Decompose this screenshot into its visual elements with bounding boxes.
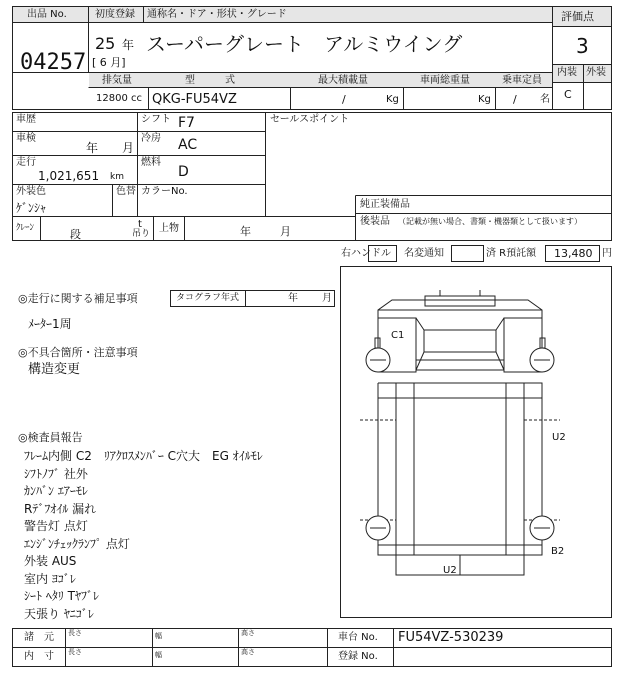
- shift-label: シフト: [141, 114, 171, 125]
- name-change-notice: 名変通知: [404, 248, 444, 259]
- carrier-month: 月: [280, 225, 291, 238]
- mark-u2-bottom: U2: [443, 565, 457, 576]
- inspector-line: 室内 ﾖｺﾞﾚ: [24, 571, 76, 586]
- year-unit: 年: [122, 38, 135, 52]
- gross-weight-kg: Kg: [478, 94, 491, 105]
- inspector-line: ｴﾝｼﾞﾝﾁｪｯｸﾗﾝﾌﾟ 点灯: [24, 536, 130, 551]
- crane-stage: 段: [70, 228, 81, 241]
- exterior-label: 外装: [586, 67, 606, 78]
- inner-height-label: 高さ: [241, 648, 255, 656]
- color-no-label: 色替: [116, 186, 136, 197]
- type-label: 型 式: [185, 75, 235, 86]
- defects-title: ◎不具合箇所・注意事項: [18, 346, 138, 359]
- max-load-label: 最大積載量: [318, 75, 368, 86]
- inspector-line: ｼｰﾄ ﾍﾀﾘ Tﾔﾌﾞﾚ: [24, 589, 99, 603]
- mileage-value: 1,021,651: [38, 169, 100, 183]
- tacho-month: 月: [322, 293, 332, 304]
- dims-length-label: 長さ: [68, 629, 82, 637]
- color-code-label: カラーNo.: [141, 186, 188, 197]
- tacho-year: 年: [288, 293, 298, 304]
- dims-label: 諸 元: [24, 632, 54, 643]
- tacho-label: タコグラフ年式: [176, 293, 240, 303]
- displacement-label: 排気量: [102, 75, 132, 86]
- driving-notes-title: ◎走行に関する補足事項: [18, 292, 138, 305]
- fuel-value: D: [178, 164, 189, 180]
- max-load-slash: /: [342, 93, 346, 106]
- first-reg-month: [ 6 月]: [92, 56, 126, 69]
- ext-color-value: ｹﾞﾝｼｬ: [16, 201, 47, 215]
- carrier-label: 上物: [159, 223, 179, 234]
- chassis-label: 車台 No.: [338, 632, 378, 643]
- aftermarket-label: 後装品: [360, 216, 390, 227]
- carrier-year: 年: [240, 225, 251, 238]
- crane-hoist: 吊り: [132, 229, 151, 239]
- inspector-line: 天張り ﾔﾆｺﾞﾚ: [24, 606, 94, 621]
- std-equipment-label: 純正装備品: [360, 199, 410, 210]
- inspector-line: ﾌﾚｰﾑ内側 C2 ﾘｱｸﾛｽﾒﾝﾊﾞｰ C穴大 EG ｵｲﾙﾓﾚ: [24, 449, 263, 463]
- mark-b2: B2: [551, 546, 565, 557]
- model-name: スーパーグレート アルミウイング: [146, 32, 463, 56]
- inspector-line: ｼﾌﾄﾉﾌﾞ 社外: [24, 466, 88, 481]
- score-value: 3: [576, 34, 589, 58]
- inspector-line: 外装 AUS: [24, 554, 77, 568]
- ac-value: AC: [178, 137, 198, 153]
- lot-label: 出品 No.: [27, 9, 67, 20]
- mileage-label: 走行: [16, 157, 36, 168]
- yen-unit: 円: [602, 248, 612, 259]
- crane-label: ｸﾚｰﾝ: [16, 223, 35, 233]
- inspector-line: Rﾃﾞﾌｵｲﾙ 漏れ: [24, 501, 97, 516]
- history-label: 車歴: [16, 114, 36, 125]
- mileage-unit: km: [110, 172, 124, 182]
- interior-value: C: [564, 88, 572, 101]
- mark-c1: C1: [391, 330, 405, 341]
- dims-height-label: 高さ: [241, 629, 255, 637]
- inspector-title: ◎検査員報告: [18, 431, 83, 444]
- ext-color-label: 外装色: [16, 186, 46, 197]
- model-code: QKG-FU54VZ: [152, 92, 237, 107]
- right-handle-flag: 右ハンドル: [341, 248, 391, 259]
- ac-label: 冷房: [141, 133, 161, 144]
- defects-note: 構造変更: [28, 362, 81, 377]
- recycle-amount: 13,480: [554, 247, 593, 260]
- inspection-month: 月: [122, 141, 135, 155]
- model-grade-label: 通称名・ドア・形状・グレード: [147, 9, 287, 20]
- inner-length-label: 長さ: [68, 648, 82, 656]
- inner-label: 内 寸: [24, 651, 54, 662]
- lot-number: 04257: [20, 50, 87, 75]
- displacement-value: 12800 cc: [96, 93, 142, 104]
- inspector-lines: [24, 447, 263, 622]
- chassis-value: FU54VZ-530239: [398, 630, 504, 645]
- score-label: 評価点: [561, 10, 594, 23]
- inspection-year: 年: [86, 141, 99, 155]
- mark-u2-side: U2: [552, 432, 566, 443]
- crane-ton: t: [138, 219, 142, 230]
- fuel-label: 燃料: [141, 157, 161, 168]
- inner-width-label: 幅: [155, 651, 162, 659]
- inspection-label: 車検: [16, 133, 36, 144]
- dims-width-label: 幅: [155, 632, 162, 640]
- gross-weight-label: 車両総重量: [420, 75, 470, 86]
- reg-label: 登録 No.: [338, 651, 378, 662]
- aftermarket-note: （記載が無い場合、書類・機器類として扱います）: [398, 217, 582, 226]
- max-load-kg: Kg: [386, 94, 399, 105]
- inspector-line: ｶﾝﾊﾞﾝ ｴｱｰﾓﾚ: [24, 484, 88, 498]
- capacity-slash: /: [513, 93, 517, 106]
- recycle-label: 済 R預託額: [486, 248, 537, 259]
- inspector-line: 警告灯 点灯: [24, 519, 88, 533]
- shift-value: F7: [178, 115, 195, 131]
- interior-label: 内装: [557, 67, 577, 78]
- driving-note: ﾒｰﾀｰ1周: [28, 317, 72, 331]
- capacity-unit: 名: [540, 94, 550, 105]
- first-reg-label: 初度登録: [95, 9, 135, 20]
- capacity-label: 乗車定員: [502, 75, 542, 86]
- first-reg-year: 25: [95, 34, 116, 53]
- sales-point-label: セールスポイント: [270, 114, 350, 125]
